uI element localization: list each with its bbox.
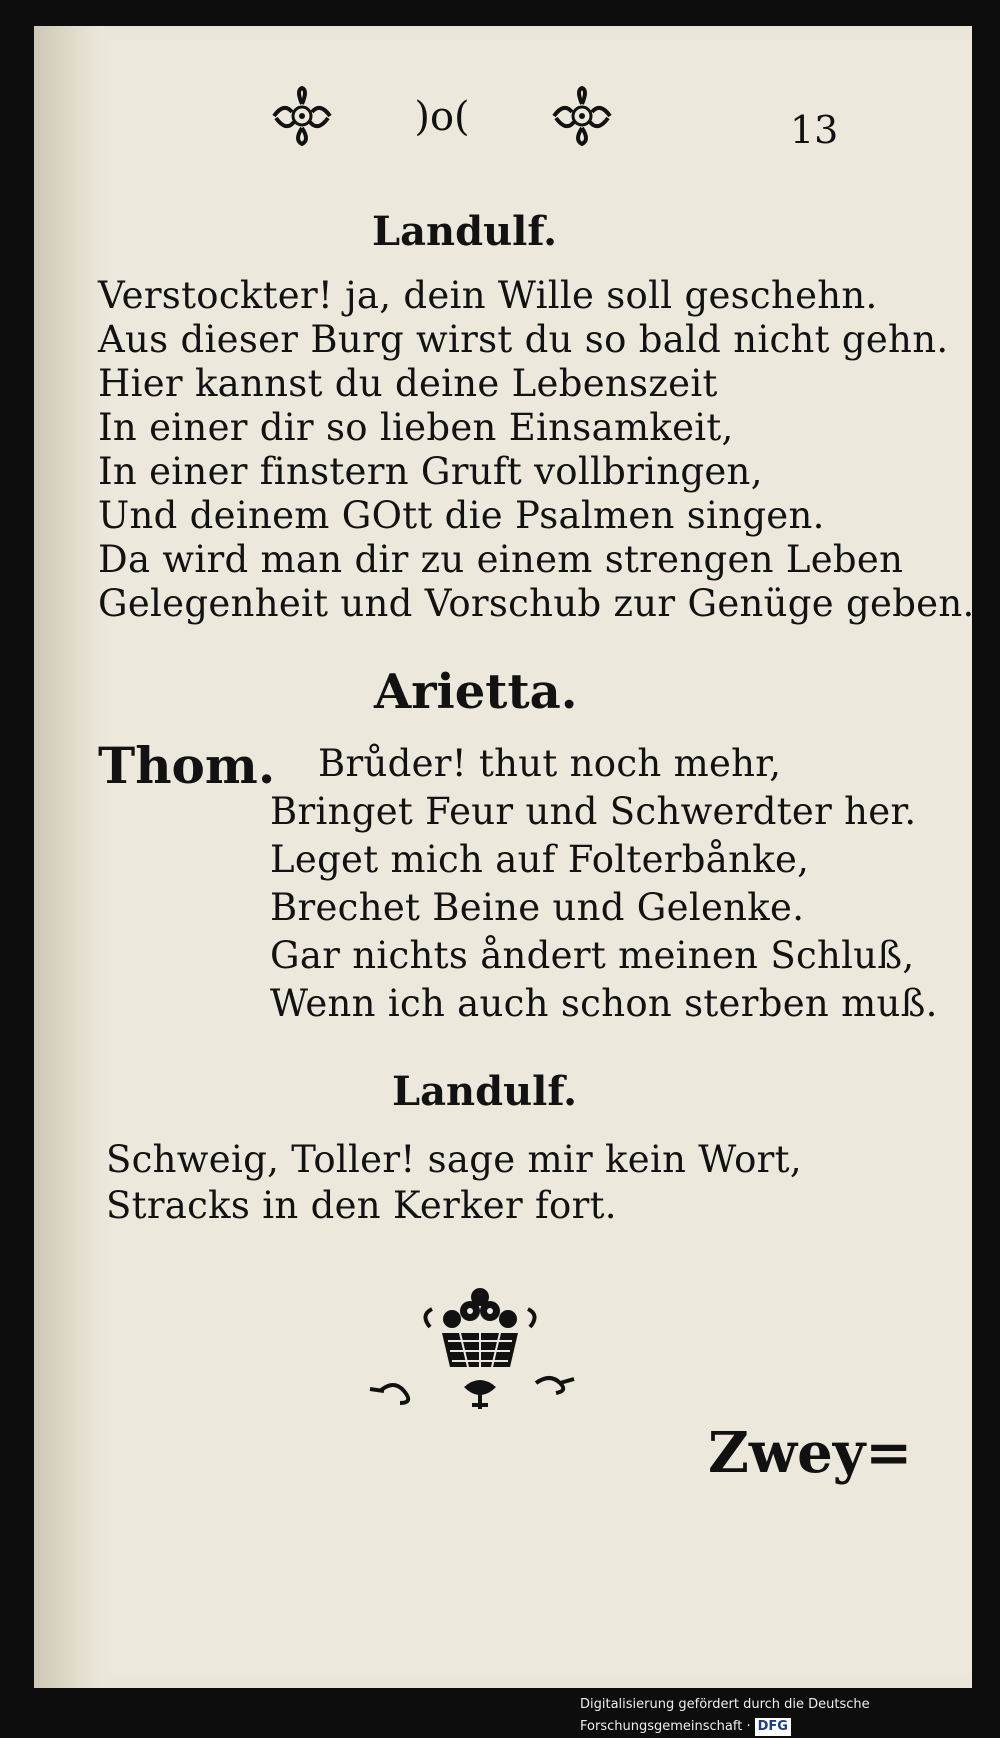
tailpiece-ornament	[360, 1275, 600, 1415]
verse-line: Brůder! thut noch mehr,	[318, 742, 782, 785]
speaker-heading: Landulf.	[392, 1068, 578, 1115]
verse-line: Stracks in den Kerker fort.	[106, 1184, 617, 1227]
speaker-heading: Landulf.	[372, 208, 558, 255]
header-ornament	[262, 86, 622, 146]
digitization-footer	[580, 1694, 1000, 1734]
verse-line: Hier kannst du deine Lebenszeit	[98, 362, 718, 405]
verse-line: Bringet Feur und Schwerdter her.	[270, 790, 917, 833]
verse-line: Leget mich auf Folterbånke,	[270, 838, 810, 881]
flower-ornament-icon	[274, 88, 330, 144]
verse-line: In einer finstern Gruft vollbringen,	[98, 450, 763, 493]
verse-line: Und deinem GOtt die Psalmen singen.	[98, 494, 825, 537]
verse-line: Schweig, Toller! sage mir kein Wort,	[106, 1138, 802, 1181]
header-separator: )o(	[414, 94, 470, 140]
flower-ornament-icon	[554, 88, 610, 144]
verse-line: Gelegenheit und Vorschub zur Genüge geben.	[98, 582, 975, 625]
verse-line: In einer dir so lieben Einsamkeit,	[98, 406, 734, 449]
section-heading: Arietta.	[374, 664, 578, 720]
speaker-label: Thom.	[98, 736, 276, 795]
footer-text: Digitalisierung gefördert durch die Deutsche Forschungsgemeinschaft ·	[580, 1697, 870, 1734]
page-number: 13	[790, 108, 839, 152]
verse-line: Gar nichts åndert meinen Schluß,	[270, 934, 915, 977]
verse-line: Wenn ich auch schon sterben muß.	[270, 982, 938, 1025]
dfg-logo: DFG	[755, 1718, 791, 1736]
verse-line: Brechet Beine und Gelenke.	[270, 886, 805, 929]
verse-line: Da wird man dir zu einem strengen Leben	[98, 538, 904, 581]
flower-basket-icon	[425, 1288, 534, 1367]
catchword: Zwey=	[708, 1420, 913, 1486]
page-gutter	[34, 26, 104, 1688]
verse-line: Verstockter! ja, dein Wille soll geschehn.	[98, 274, 878, 317]
scroll-flourish-icon	[370, 1378, 574, 1409]
verse-line: Aus dieser Burg wirst du so bald nicht gehn.	[98, 318, 949, 361]
